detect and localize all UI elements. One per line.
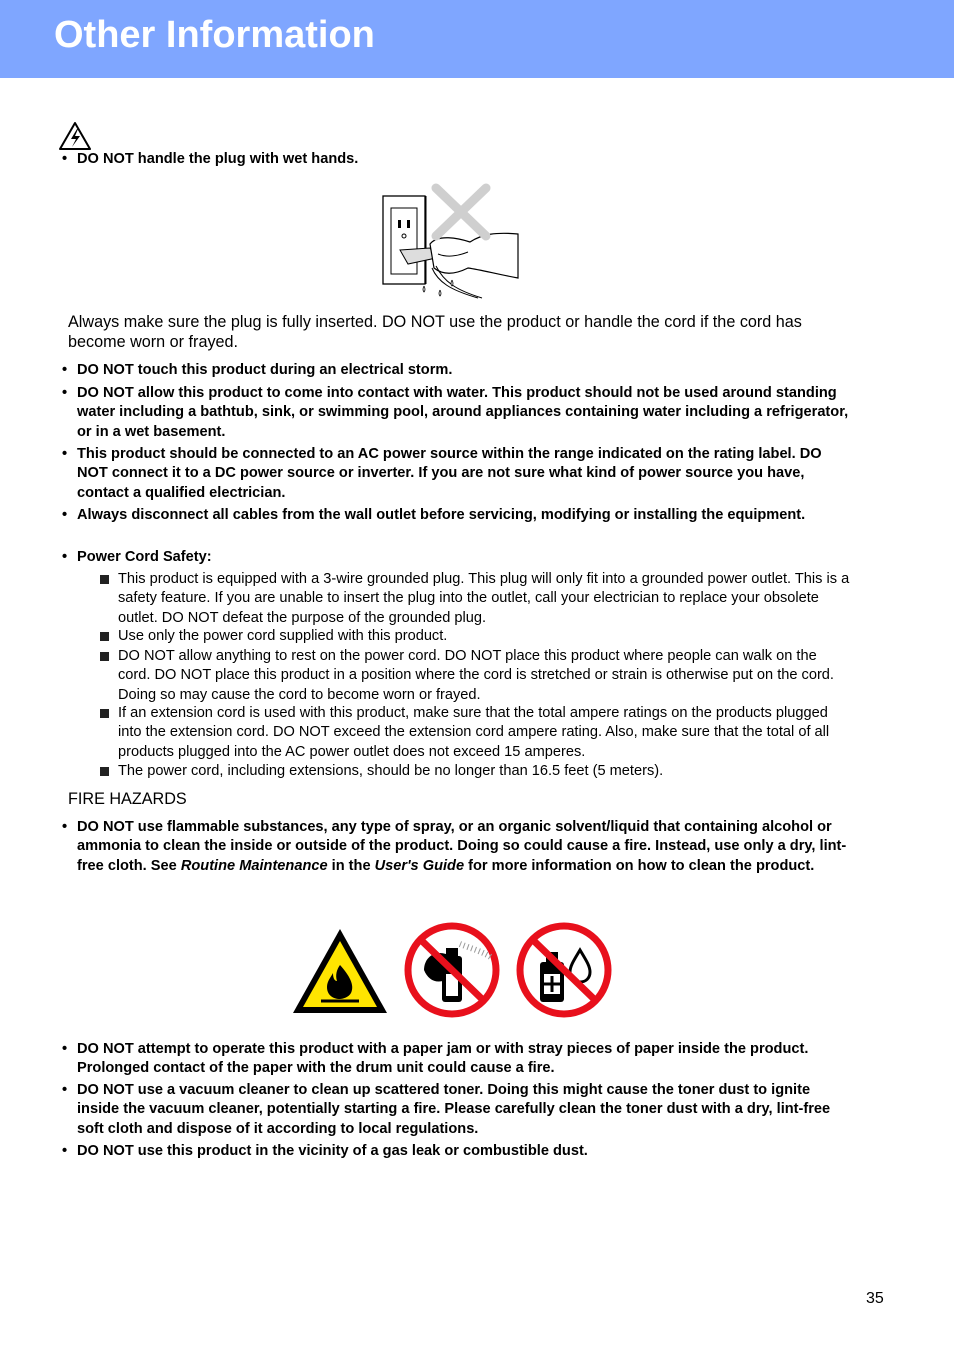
- page-number: 35: [866, 1290, 884, 1307]
- wet-hands-plug-prohibited-icon: [378, 182, 523, 302]
- bullet-flammable-substances: • DO NOT use flammable substances, any type of spray, or an organic solvent/liquid that containing alcohol or ammonia to clean the inside or outside of the product. Doing so could cause a fire. Instead, use only a dry, lint-free cloth. See Routine Maintenance in the User's Guide for more information on how to clean the product.: [62, 819, 847, 874]
- flammable-warning-icon: [291, 927, 389, 1015]
- fire-hazards-heading: FIRE HAZARDS: [68, 790, 187, 808]
- plug-inserted-paragraph: Always make sure the plug is fully inserted. DO NOT use the product or handle the cord if the cord has become worn or frayed.: [68, 313, 802, 351]
- power-cord-item: Use only the power cord supplied with this product.: [100, 627, 852, 646]
- bullet-wet-hands: • DO NOT handle the plug with wet hands.: [62, 151, 359, 167]
- bullet-water: • DO NOT allow this product to come into contact with water. This product should not be used around standing water including a bathtub, sink, or swimming pool, around appliances containing water including a refrigerator, or in a wet basement.: [62, 385, 849, 440]
- power-cord-item: DO NOT allow anything to rest on the power cord. DO NOT place this product where people can walk on the cord. DO NOT place this product in a position where the cord is stretched or strain is otherwise put on the cord. Doing so may cause the cord to become worn or frayed.: [100, 647, 852, 705]
- electrical-warning-icon: [58, 121, 92, 151]
- no-solvent-icon: [516, 922, 612, 1018]
- bullet-paper-jam: • DO NOT attempt to operate this product with a paper jam or with stray pieces of paper inside the product. Prolonged contact of the paper with the drum unit could cause a fire.: [62, 1041, 809, 1077]
- power-cord-item: This product is equipped with a 3-wire grounded plug. This plug will only fit into a grounded power outlet. This is a safety feature. If you are unable to insert the plug into the outlet, call your electrician to replace your obsolete outlet. DO NOT defeat the purpose of the grounded plug.: [100, 570, 852, 628]
- bullet-disconnect-cables: • Always disconnect all cables from the wall outlet before servicing, modifying or installing the equipment.: [62, 507, 806, 523]
- no-spray-icon: [404, 922, 500, 1018]
- page-title: Other Information: [54, 14, 375, 56]
- power-cord-item: The power cord, including extensions, should be no longer than 16.5 feet (5 meters).: [100, 762, 852, 781]
- bullet-power-cord-safety: • Power Cord Safety:: [62, 549, 212, 565]
- bullet-electrical-storm: • DO NOT touch this product during an electrical storm.: [62, 362, 453, 378]
- power-cord-item: If an extension cord is used with this product, make sure that the total ampere ratings on the products plugged into the extension cord. DO NOT exceed the extension cord ampere rating. Also, make sure that the total of all products plugged into the AC power outlet does not exceed 15 amperes.: [100, 704, 852, 762]
- bullet-ac-power: • This product should be connected to an AC power source within the range indicated on the rating label. DO NOT connect it to a DC power source or inverter. If you are not sure what kind of power source you have, contact a qualified electrician.: [62, 446, 822, 501]
- page-header: [0, 0, 954, 78]
- bullet-vacuum-cleaner: • DO NOT use a vacuum cleaner to clean up scattered toner. Doing this might cause the toner dust to ignite inside the vacuum cleaner, potentially starting a fire. Please carefully clean the toner dust with a dry, lint-free soft cloth and dispose of it according to local regulations.: [62, 1082, 831, 1137]
- bullet-gas-leak: • DO NOT use this product in the vicinity of a gas leak or combustible dust.: [62, 1143, 588, 1159]
